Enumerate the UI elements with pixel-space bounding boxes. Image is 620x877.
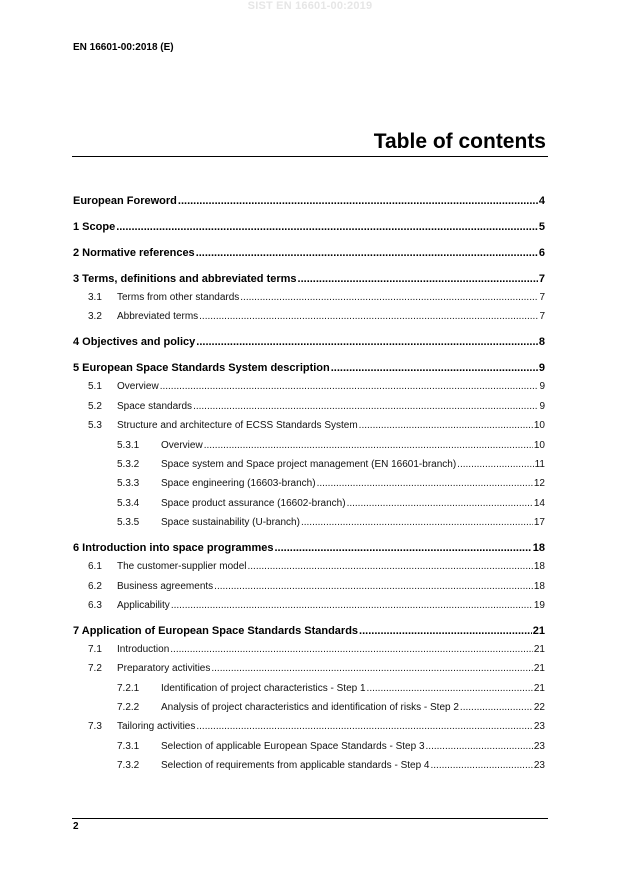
- toc-entry[interactable]: [73, 221, 545, 235]
- toc-entry-number: 7.2.2: [117, 702, 140, 714]
- toc-entry-title: Tailoring activities: [117, 721, 196, 733]
- toc-entry-page: 6: [538, 247, 545, 259]
- toc-entry-page: 17: [533, 517, 545, 529]
- toc-leader-dots: [460, 702, 533, 713]
- toc-entry-number: 5.2: [88, 400, 102, 412]
- toc-entry-page: 9: [538, 362, 545, 375]
- toc-entry[interactable]: [73, 561, 545, 574]
- toc-leader-dots: [196, 721, 533, 732]
- toc-entry-page: 14: [533, 497, 545, 509]
- toc-entry[interactable]: [73, 760, 545, 773]
- toc-entry-number: 5.3.1: [117, 439, 140, 451]
- toc-entry-title: Space sustainability (U-branch): [161, 517, 300, 529]
- toc-entry-title: 3 Terms, definitions and abbreviated terms: [73, 273, 297, 285]
- toc-entry-page: 23: [533, 760, 545, 772]
- toc-entry-title: Overview: [117, 381, 159, 393]
- toc-entry-number: 5.1: [88, 381, 102, 393]
- toc-leader-dots: [426, 741, 533, 752]
- toc-entry-page: 10: [533, 420, 545, 432]
- toc-entry-title: European Foreword: [73, 195, 177, 207]
- toc-entry-page: 9: [539, 381, 545, 393]
- toc-entry-title: Terms from other standards: [117, 292, 240, 303]
- toc-entry[interactable]: [73, 292, 545, 305]
- toc-entry-number: 7.1: [88, 643, 102, 655]
- toc-leader-dots: [359, 420, 533, 431]
- toc-entry-page: 23: [533, 721, 545, 733]
- toc-entry-number: 3.2: [88, 311, 102, 323]
- toc-entry-page: 11: [534, 458, 545, 470]
- toc-entry-title: Introduction: [117, 643, 170, 655]
- toc-entry[interactable]: [73, 311, 545, 324]
- toc-entry-page: 19: [533, 599, 545, 611]
- toc-leader-dots: [160, 381, 539, 392]
- toc-entry[interactable]: [73, 741, 545, 754]
- toc-entry-title: Preparatory activities: [117, 663, 211, 675]
- toc-leader-dots: [196, 336, 538, 348]
- toc-entry-title: Space engineering (16603-branch): [161, 478, 316, 490]
- toc-entry-number: 7.3.2: [117, 760, 140, 772]
- title-divider: [72, 156, 548, 157]
- toc-entry-page: 7: [539, 311, 545, 323]
- toc-leader-dots: [211, 663, 533, 674]
- toc-entry-page: 23: [533, 740, 545, 752]
- toc-entry[interactable]: [73, 581, 545, 594]
- toc-entry-title: Business agreements: [117, 580, 214, 592]
- toc-entry-title: 1 Scope: [73, 221, 116, 233]
- watermark: SIST EN 16601-00:2019: [247, 0, 373, 12]
- toc-leader-dots: [359, 625, 532, 637]
- toc-entry[interactable]: [73, 336, 545, 350]
- toc-entry[interactable]: [73, 440, 545, 453]
- toc-entry-title: Applicability: [117, 599, 170, 611]
- toc-entry[interactable]: [73, 721, 545, 734]
- toc-entry[interactable]: [73, 273, 545, 287]
- page-title: Table of contents: [373, 130, 546, 153]
- toc-entry[interactable]: [73, 663, 545, 676]
- toc-leader-dots: [301, 517, 533, 528]
- toc-entry-page: 21: [533, 643, 545, 655]
- toc-entry[interactable]: [73, 600, 545, 613]
- toc-entry-title: 5 European Space Standards System description: [73, 362, 330, 375]
- toc-entry-title: Space standards: [117, 400, 193, 412]
- toc-entry-page: 7: [538, 273, 545, 285]
- toc-leader-dots: [204, 440, 533, 451]
- toc-entry-title: 2 Normative references: [73, 247, 195, 259]
- toc-leader-dots: [274, 542, 531, 554]
- toc-entry-page: 8: [538, 336, 545, 349]
- toc-entry-page: 12: [533, 478, 545, 490]
- toc-leader-dots: [170, 644, 533, 655]
- toc-entry[interactable]: [73, 478, 545, 491]
- footer-divider: [72, 818, 548, 819]
- toc-entry[interactable]: [73, 517, 545, 530]
- toc-leader-dots: [298, 273, 538, 285]
- toc-entry-page: 21: [532, 624, 545, 637]
- toc-entry-number: 6.1: [88, 561, 102, 573]
- toc-entry-page: 10: [533, 439, 545, 451]
- toc-entry-number: 7.2: [88, 663, 102, 675]
- toc-leader-dots: [196, 247, 538, 259]
- toc-entry-page: 18: [533, 561, 545, 573]
- toc-entry-page: 5: [538, 221, 545, 233]
- toc-leader-dots: [248, 561, 533, 572]
- toc-entry-title: The customer-supplier model: [117, 561, 247, 573]
- toc-leader-dots: [347, 498, 533, 509]
- toc-leader-dots: [331, 362, 538, 374]
- toc-leader-dots: [199, 311, 538, 322]
- toc-entry-number: 7.2.1: [117, 682, 140, 694]
- toc-entry[interactable]: [73, 247, 545, 261]
- toc-entry-number: 7.3: [88, 721, 102, 733]
- toc-entry[interactable]: [73, 683, 545, 696]
- toc-leader-dots: [178, 195, 538, 207]
- toc-entry-title: Selection of applicable European Space Standards - Step 3: [161, 740, 425, 752]
- toc-leader-dots: [367, 683, 533, 694]
- document-id: EN 16601-00:2018 (E): [73, 42, 174, 53]
- toc-leader-dots: [317, 478, 533, 489]
- toc-entry-page: 21: [533, 682, 545, 694]
- toc-leader-dots: [240, 292, 538, 303]
- toc-leader-dots: [430, 760, 532, 771]
- toc-entry-title: 7 Application of European Space Standards Standards: [73, 624, 359, 637]
- toc-entry-number: 6.2: [88, 580, 102, 592]
- toc-entry[interactable]: [73, 644, 545, 657]
- toc-entry-title: Identification of project characteristics - Step 1: [161, 682, 366, 694]
- toc-entry-number: 5.3.3: [117, 478, 140, 490]
- toc-entry-number: 5.3.4: [117, 497, 140, 509]
- toc-entry-title: 4 Objectives and policy: [73, 336, 196, 349]
- toc-entry[interactable]: [73, 625, 545, 639]
- toc-entry-number: 5.3.2: [117, 458, 140, 470]
- toc-entry[interactable]: [73, 362, 545, 376]
- page-number: 2: [73, 821, 79, 832]
- toc-entry-title: Space product assurance (16602-branch): [161, 497, 346, 509]
- toc-entry[interactable]: [73, 420, 545, 433]
- toc-entry-page: 21: [533, 663, 545, 675]
- toc-entry-number: 3.1: [88, 292, 102, 303]
- toc-entry[interactable]: [73, 459, 545, 472]
- toc-entry[interactable]: [73, 498, 545, 511]
- toc-entry-page: 22: [533, 702, 545, 714]
- toc-entry[interactable]: [73, 702, 545, 715]
- toc-leader-dots: [193, 401, 538, 412]
- toc-entry-title: 6 Introduction into space programmes: [73, 542, 274, 555]
- toc-entry[interactable]: [73, 381, 545, 394]
- toc-entry-page: 18: [532, 542, 545, 555]
- toc-entry-page: 18: [533, 580, 545, 592]
- toc-entry-page: 7: [539, 292, 545, 303]
- toc-entry[interactable]: [73, 195, 545, 209]
- toc-entry-title: Overview: [161, 439, 203, 451]
- toc-entry-number: 5.3.5: [117, 517, 140, 529]
- toc-leader-dots: [457, 459, 533, 470]
- toc-entry-number: 6.3: [88, 599, 102, 611]
- toc-entry-title: Selection of requirements from applicable standards - Step 4: [161, 760, 430, 772]
- table-of-contents: [73, 195, 545, 773]
- toc-entry-number: 7.3.1: [117, 740, 140, 752]
- toc-entry-page: 9: [539, 400, 545, 412]
- toc-entry-title: Analysis of project characteristics and identification of risks - Step 2: [161, 702, 459, 714]
- toc-entry[interactable]: [73, 401, 545, 414]
- toc-leader-dots: [171, 600, 533, 611]
- toc-entry-title: Structure and architecture of ECSS Standards System: [117, 420, 358, 432]
- toc-entry-title: Abbreviated terms: [117, 311, 199, 323]
- toc-entry-title: Space system and Space project management (EN 16601-branch): [161, 458, 457, 470]
- toc-leader-dots: [116, 221, 538, 233]
- toc-leader-dots: [214, 581, 533, 592]
- toc-entry-page: 4: [538, 195, 545, 207]
- toc-entry[interactable]: [73, 542, 545, 556]
- toc-entry-number: 5.3: [88, 420, 102, 432]
